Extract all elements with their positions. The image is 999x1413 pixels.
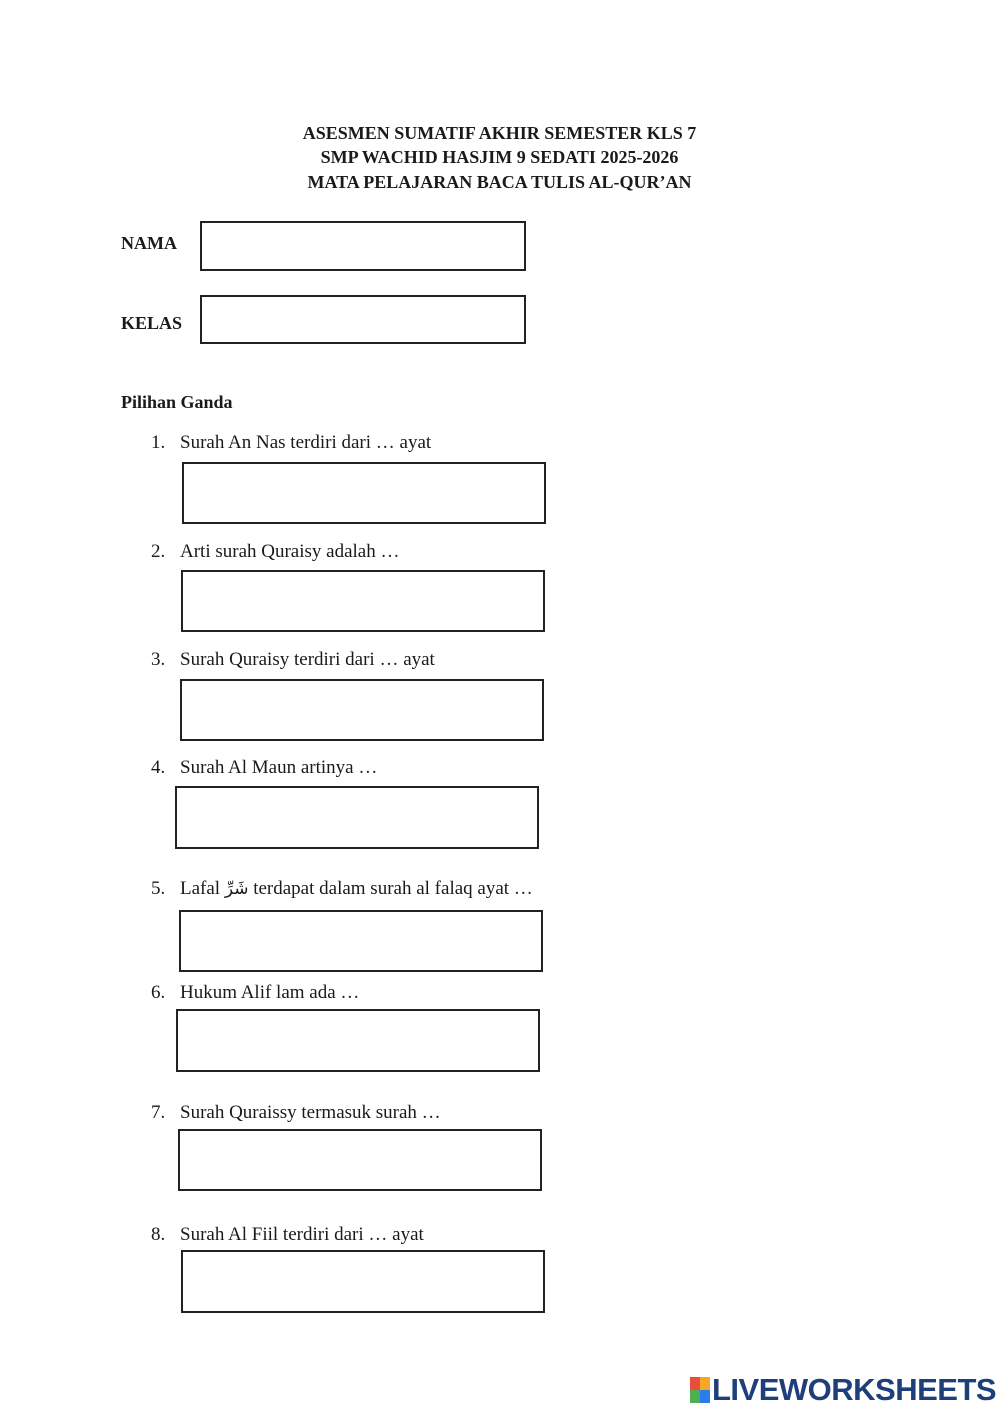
question-3: [151, 649, 435, 671]
question-text-after: terdapat dalam surah al falaq ayat …: [248, 878, 533, 899]
question-1: [151, 432, 431, 454]
header-line-3: MATA PELAJARAN BACA TULIS AL-QUR’AN: [307, 172, 692, 192]
question-text: Hukum Alif lam ada …: [180, 982, 360, 1003]
question-number: 6.: [151, 982, 166, 1003]
question-8: [151, 1224, 424, 1246]
question-5: [151, 878, 533, 900]
question-number: 5.: [151, 878, 166, 899]
question-number: 4.: [151, 757, 166, 778]
question-number: 3.: [151, 649, 166, 670]
liveworksheets-logo: [690, 1372, 996, 1408]
nama-input[interactable]: [200, 221, 526, 271]
question-6: [151, 982, 359, 1004]
brand-name: LIVEWORKSHEETS: [712, 1372, 997, 1407]
answer-box-1[interactable]: [182, 462, 546, 524]
arabic-word: شَرِّ: [224, 879, 249, 899]
logo-square-orange: [700, 1377, 710, 1390]
question-number: 2.: [151, 541, 166, 562]
kelas-label: KELAS: [121, 313, 183, 333]
liveworksheets-logo-icon: [690, 1377, 710, 1403]
logo-square-blue: [700, 1390, 710, 1403]
question-2: [151, 541, 400, 563]
question-number: 1.: [151, 432, 166, 453]
question-text: Arti surah Quraisy adalah …: [180, 541, 400, 562]
question-text: Surah An Nas terdiri dari … ayat: [180, 432, 432, 453]
question-text: Surah Quraisy terdiri dari … ayat: [180, 649, 435, 670]
answer-box-3[interactable]: [180, 679, 544, 741]
logo-square-red: [690, 1377, 700, 1390]
nama-label: NAMA: [121, 233, 177, 253]
answer-box-6[interactable]: [176, 1009, 540, 1072]
question-number: 8.: [151, 1224, 166, 1245]
answer-box-4[interactable]: [175, 786, 539, 849]
header-line-2: SMP WACHID HASJIM 9 SEDATI 2025-2026: [320, 147, 679, 167]
answer-box-2[interactable]: [181, 570, 545, 632]
kelas-input[interactable]: [200, 295, 526, 344]
answer-box-5[interactable]: [179, 910, 543, 972]
section-title: Pilihan Ganda: [121, 392, 233, 412]
header-line-1: ASESMEN SUMATIF AKHIR SEMESTER KLS 7: [302, 123, 697, 143]
answer-box-7[interactable]: [178, 1129, 542, 1191]
question-4: [151, 757, 377, 779]
question-text: Surah Al Fiil terdiri dari … ayat: [180, 1224, 424, 1245]
logo-square-green: [690, 1390, 700, 1403]
answer-box-8[interactable]: [181, 1250, 545, 1313]
question-text: Surah Al Maun artinya …: [180, 757, 378, 778]
question-number: 7.: [151, 1102, 166, 1123]
question-7: [151, 1102, 441, 1124]
question-text: Surah Quraissy termasuk surah …: [180, 1102, 441, 1123]
question-text-before: Lafal: [180, 878, 225, 899]
